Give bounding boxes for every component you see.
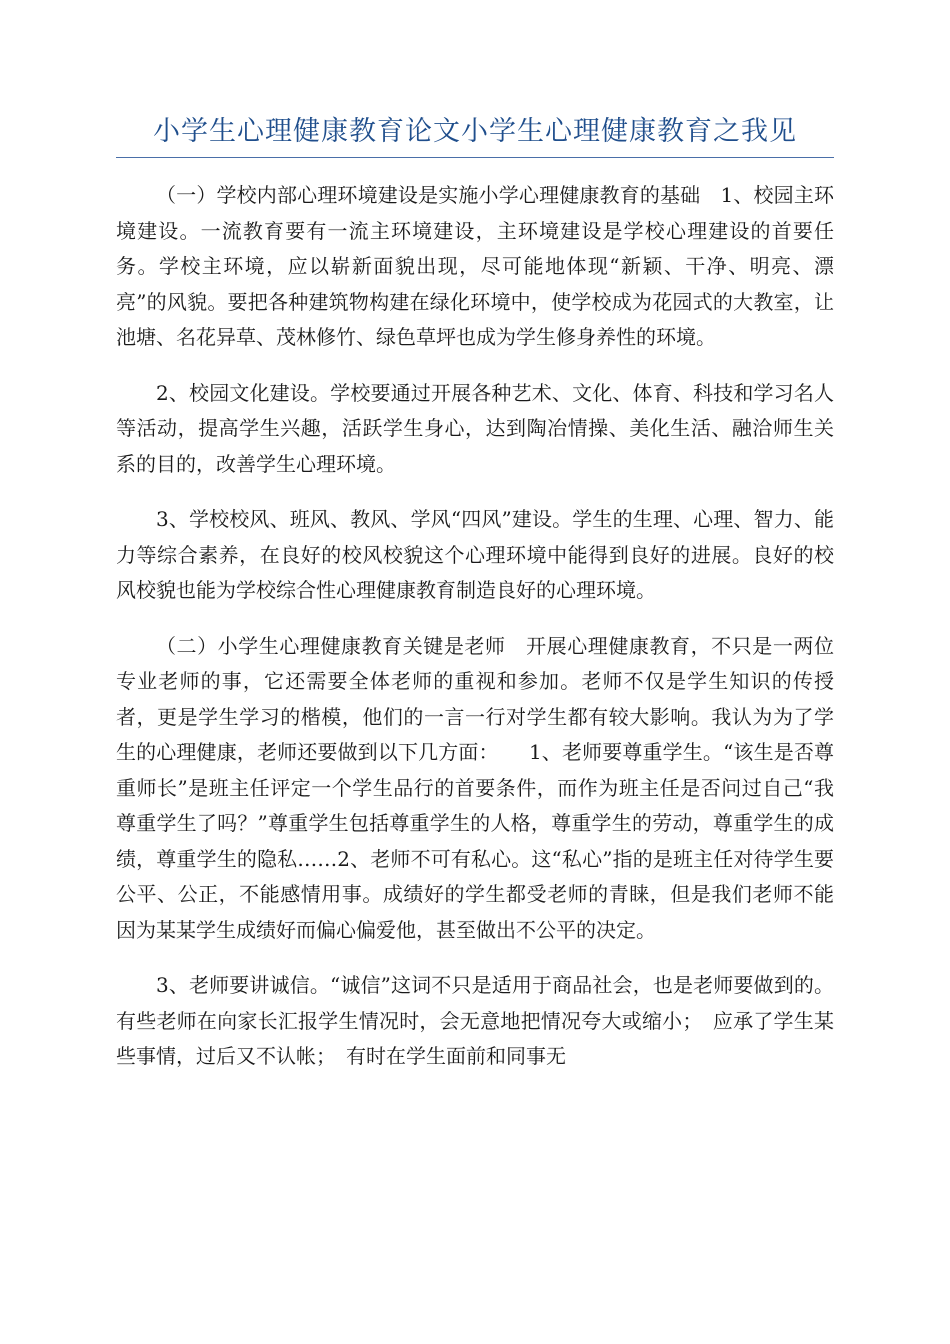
paragraph-2: 2、校园文化建设。学校要通过开展各种艺术、文化、体育、科技和学习名人等活动，提高学生兴趣，活跃学生身心，达到陶冶情操、美化生活、融洽师生关系的目的，改善学生心理环境。 xyxy=(116,380,834,476)
title-underline xyxy=(116,157,834,158)
paragraph-3: 3、学校校风、班风、教风、学风“四风”建设。学生的生理、心理、智力、能力等综合素养，在良好的校风校貌这个心理环境中能得到良好的进展。良好的校风校貌也能为学校综合性心理健康教育制造良好的心理环境。 xyxy=(116,507,834,602)
paragraph-1: （一）学校内部心理环境建设是实施小学心理健康教育的基础 1、校园主环境建设。一流教育要有一流主环境建设，主环境建设是学校心理建设的首要任务。学校主环境，应以崭新面貌出现，尽可能地体现“新颖、干净、明亮、漂亮”的风貌。要把各种建筑物构建在绿化环境中，使学校成为花园式的大教室，让池塘、名花异草、茂林修竹、绿色草坪也成为学生修身养性的环境。 xyxy=(116,183,834,349)
document-title: 小学生心理健康教育论文小学生心理健康教育之我见 xyxy=(153,116,797,147)
document-body xyxy=(116,178,834,1095)
paragraph-5: 3、老师要讲诚信。“诚信”这词不只是适用于商品社会，也是老师要做到的。有些老师在向家长汇报学生情况时，会无意地把情况夸大或缩小； 应承了学生某些事情，过后又不认帐； 有时在学生面前和同事无 xyxy=(116,973,834,1068)
paragraph-4: （二）小学生心理健康教育关键是老师 开展心理健康教育，不只是一两位专业老师的事，它还需要全体老师的重视和参加。老师不仅是学生知识的传授者，更是学生学习的楷模，他们的一言一行对学生都有较大影响。我认为为了学生的心理健康，老师还要做到以下几方面： 1、老师要尊重学生。“该生是否尊重师长”是班主任评定一个学生品行的首要条件，而作为班主任是否问过自己“我尊重学生了吗？”尊重学生包括尊重学生的人格，尊重学生的劳动，尊重学生的成绩，尊重学生的隐私……2、老师不可有私心。这“私心”指的是班主任对待学生要公平、公正，不能感情用事。成绩好的学生都受老师的青睐，但是我们老师不能因为某某学生成绩好而偏心偏爱他，甚至做出不公平的决定。 xyxy=(116,633,834,942)
